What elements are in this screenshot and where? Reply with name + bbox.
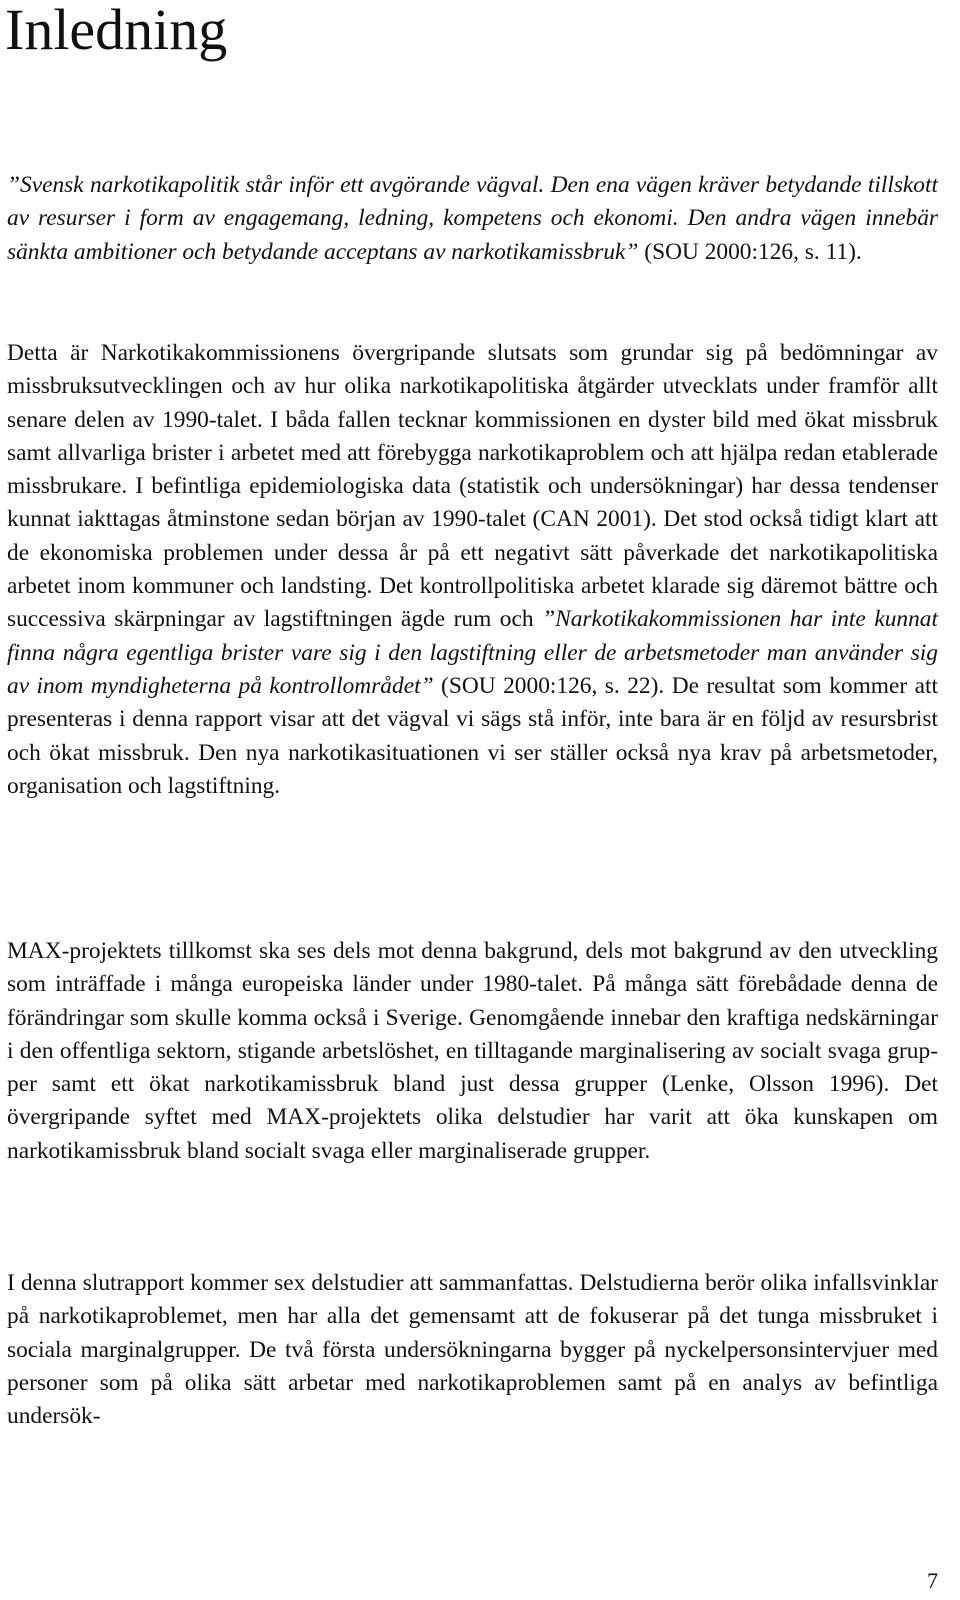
quote-citation: (SOU 2000:126, s. 11). — [638, 238, 862, 265]
quote-text: ”Svensk narkotikapolitik står inför ett avgörande vägval. Den ena vägen kräver betydande tillskott av resurser i form av engagemang, ledning, kompetens och ekonomi. Den andra vägen innebär sänkta ambitioner och betydande acceptans av narkotikamissbruk” — [7, 172, 938, 265]
body-paragraph-1 — [7, 337, 938, 803]
opening-quote — [7, 169, 938, 269]
page-title: Inledning — [5, 0, 228, 62]
paragraph-1-italic-quote: ”Narkotikakommissionen har inte kunnat finna några egentliga brister vare sig i den lagstiftning eller de arbetsmetoder man använder sig av inom myndigheterna på kontrollområdet” — [7, 606, 938, 699]
body-paragraph-3: I denna slutrapport kommer sex delstudier att sammanfattas. Delstudierna berör olika infallsvinklar på narkotikaproblemet, men har alla det gemensamt att de fokuserar på det tunga missbruket i sociala marginalgrupper. De två första undersökningarna bygger på nyckelpersonsintervjuer med personer som på olika sätt arbetar med narkotikaproblemen samt på en analys av befintliga undersök- — [7, 1270, 938, 1430]
page-number: 7 — [927, 1568, 938, 1593]
body-paragraph-2: MAX-projektets tillkomst ska ses dels mot denna bakgrund, dels mot bakgrund av den utveckling som inträffade i många europeiska länder under 1980-talet. På många sätt förebådade denna de förändringar som skulle komma också i Sverige. Genomgående innebar den kraftiga nedskärningar i den offentliga sektorn, stigande arbetslöshet, en tilltagande marginalisering av socialt svaga grupper samt ett ökat narkotikamissbruk bland just dessa grupper (Lenke, Olsson 1996). Det övergripande syftet med MAX-projektets olika delstudier har varit att öka kunskapen om narkotikamissbruk bland socialt svaga eller marginaliserade grupper. — [7, 938, 938, 1164]
paragraph-1-text-start: Detta är Narkotikakommissionens övergripande slutsats som grundar sig på bedömningar av missbruksutvecklingen och av hur olika narkotikapolitiska åtgärder utvecklats under framför allt senare delen av 1990-talet. I båda fallen tecknar kommissionen en dyster bild med ökat missbruk samt allvarliga brister i arbetet med att förebygga narkotikaproblem och att hjälpa redan etablerade missbrukare. I befintliga epidemiologiska data (statistik och undersökningar) har dessa tendenser kunnat iakttagas åtminstone sedan början av 1990-talet (CAN 2001). Det stod också tidigt klart att de ekonomiska problemen under dessa år på ett negativt sätt påverkade det narkotikapolitiska arbetet inom kommuner och landsting. Det kontrollpolitiska arbetet klarade sig däremot bättre och successiva skärpningar av lagstiftningen ägde rum och — [7, 340, 938, 633]
paragraph-1-text-end: (SOU 2000:126, s. 22). De resultat som kommer att presenteras i denna rapport visar att det vägval vi sägs stå inför, inte bara är en följd av resursbrist och ökat missbruk. Den nya narkotikasituationen vi ser ställer också nya krav på arbetsmetoder, organisation och lagstiftning. — [7, 672, 938, 799]
